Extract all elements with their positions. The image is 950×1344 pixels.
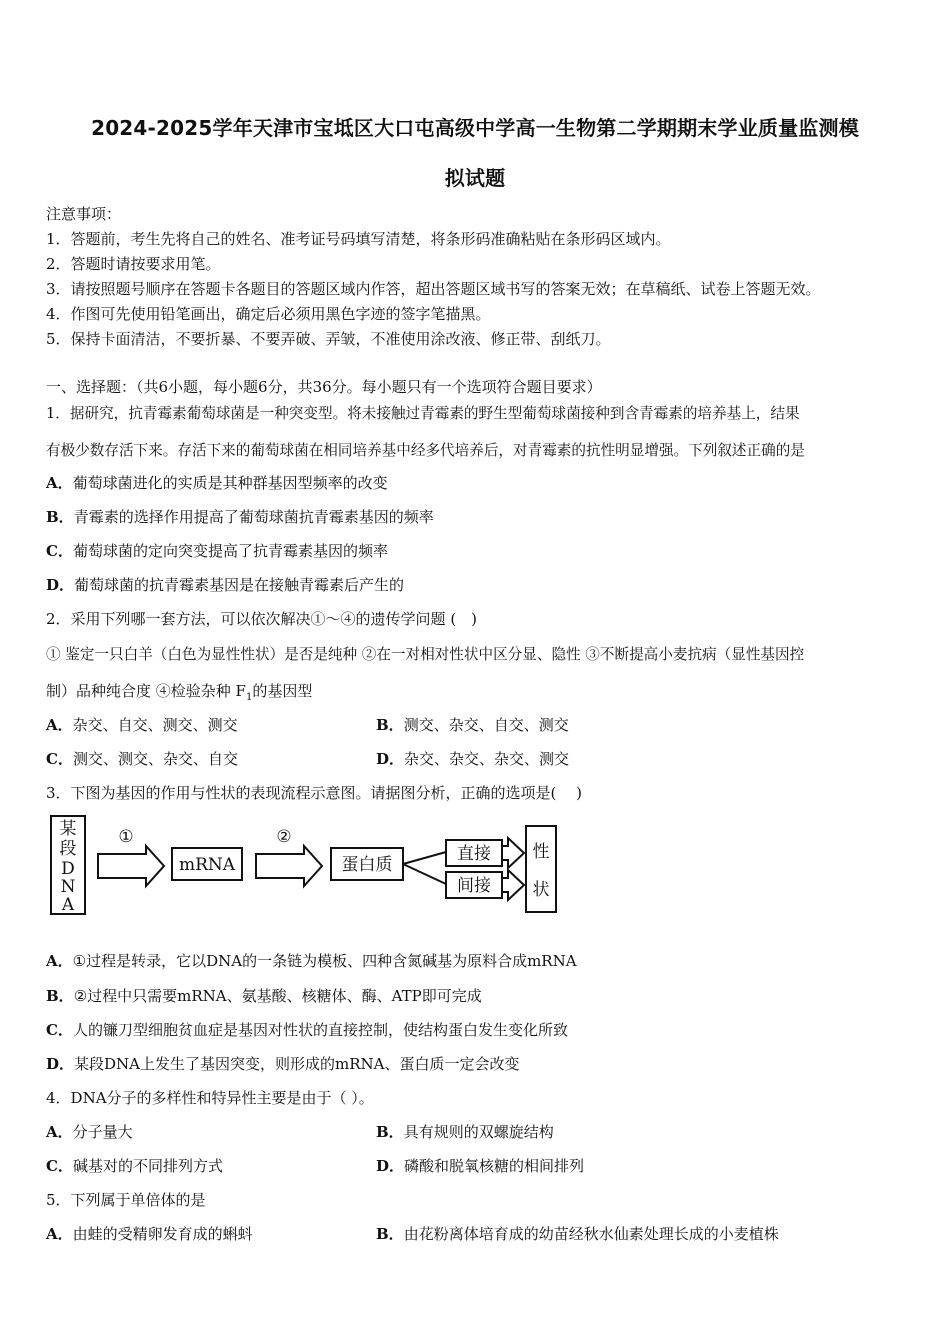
- q1-stem-line2: 有极少数存活下来。存活下来的葡萄球菌在相同培养基中经多代培养后，对青霉素的抗性明显增强。下列叙述正确的是: [46, 442, 805, 459]
- exam-title-line1: 2024-2025学年天津市宝坻区大口屯高级中学高一生物第二学期期末学业质量监测模: [91, 116, 859, 140]
- q1-option-b[interactable]: B．青霉素的选择作用提高了葡萄球菌抗青霉素基因的频率: [46, 508, 434, 526]
- q2-option-b[interactable]: B．测交、杂交、自交、测交: [376, 716, 569, 734]
- direct-arrow: [502, 838, 524, 868]
- indirect-arrow: [502, 870, 524, 900]
- indirect-label: 间接: [457, 876, 491, 896]
- mrna-label: mRNA: [178, 855, 236, 875]
- dna-char: D: [61, 859, 75, 879]
- dna-char: 段: [59, 839, 77, 859]
- trait-char: 性: [532, 842, 550, 862]
- q5-option-b[interactable]: B．由花粉离体培育成的幼苗经秋水仙素处理长成的小麦植株: [376, 1225, 779, 1243]
- q3-option-d[interactable]: D．某段DNA上发生了基因突变，则形成的mRNA、蛋白质一定会改变: [46, 1055, 520, 1073]
- step1-label: ①: [118, 827, 134, 847]
- arrow-step2: [256, 846, 322, 886]
- trait-char: 状: [532, 880, 550, 900]
- q3-option-b[interactable]: B．②过程中只需要mRNA、氨基酸、核糖体、酶、ATP即可完成: [46, 987, 482, 1005]
- arrow-step1: [98, 846, 164, 886]
- dna-char: A: [61, 895, 75, 915]
- notice-item: 5．保持卡面清洁，不要折暴、不要弄破、弄皱，不准使用涂改液、修正带、刮纸刀。: [46, 330, 611, 348]
- section-heading: 一、选择题：（共6小题，每小题6分，共36分。每小题只有一个选项符合题目要求）: [46, 378, 602, 396]
- q2-option-d[interactable]: D．杂交、杂交、杂交、测交: [376, 750, 570, 768]
- dna-char: N: [60, 877, 76, 897]
- q3-option-c[interactable]: C．人的镰刀型细胞贫血症是基因对性状的直接控制，使结构蛋白发生变化所致: [46, 1021, 568, 1039]
- q4-option-d[interactable]: D．磷酸和脱氧核糖的相间排列: [376, 1157, 585, 1175]
- q4-stem: 4．DNA分子的多样性和特异性主要是由于（ ）。: [46, 1089, 374, 1107]
- dna-char: 某: [59, 819, 77, 839]
- notice-heading: 注意事项：: [46, 205, 122, 223]
- q1-option-a[interactable]: A．葡萄球菌进化的实质是其种群基因型频率的改变: [46, 474, 388, 492]
- direct-label: 直接: [457, 844, 491, 864]
- q4-option-b[interactable]: B．具有规则的双螺旋结构: [376, 1123, 554, 1141]
- q1-stem-line1: 1．据研究，抗青霉素葡萄球菌是一种突变型。将未接触过青霉素的野生型葡萄球菌接种到含青霉素的培养基上，结果: [46, 405, 800, 422]
- notice-item: 1．答题前，考生先将自己的姓名、准考证号码填写清楚，将条形码准确粘贴在条形码区域内。: [46, 230, 671, 248]
- gene-expression-diagram: [46, 810, 566, 922]
- branch-line-indirect: [403, 864, 446, 884]
- q4-option-c[interactable]: C．碱基对的不同排列方式: [46, 1157, 223, 1175]
- q1-option-d[interactable]: D．葡萄球菌的抗青霉素基因是在接触青霉素后产生的: [46, 576, 405, 594]
- notice-item: 3．请按照题号顺序在答题卡各题目的答题区域内作答，超出答题区域书写的答案无效；在草稿纸、试卷上答题无效。: [46, 280, 821, 298]
- protein-label: 蛋白质: [341, 855, 393, 875]
- step2-label: ②: [276, 827, 292, 847]
- q1-option-c[interactable]: C．葡萄球菌的定向突变提高了抗青霉素基因的频率: [46, 542, 388, 560]
- q2-detail-line2: 制）品种纯合度 ④检验杂种 $F_1$的基因型: [46, 682, 313, 703]
- q2-option-a[interactable]: A．杂交、自交、测交、测交: [46, 716, 238, 734]
- q2-stem: 2．采用下列哪一套方法，可以依次解决①～④的遗传学问题 ( ): [46, 610, 478, 628]
- q2-option-c[interactable]: C．测交、测交、杂交、自交: [46, 750, 238, 768]
- branch-line-direct: [403, 852, 446, 864]
- q2-detail-line1: ① 鉴定一只白羊（白色为显性性状）是否是纯种 ②在一对相对性状中区分显、隐性 ③不断提高小麦抗病（显性基因控: [46, 646, 805, 663]
- q5-option-a[interactable]: A．由蛙的受精卵发育成的蝌蚪: [46, 1225, 253, 1243]
- exam-title-line2: 拟试题: [444, 166, 506, 190]
- q4-option-a[interactable]: A．分子量大: [46, 1123, 133, 1141]
- notice-item: 2．答题时请按要求用笔。: [46, 255, 221, 273]
- q3-stem: 3．下图为基因的作用与性状的表现流程示意图。请据图分析，正确的选项是( ): [46, 784, 583, 802]
- notice-item: 4．作图可先使用铅笔画出，确定后必须用黑色字迹的签字笔描黑。: [46, 305, 491, 323]
- q3-option-a[interactable]: A．①过程是转录，它以DNA的一条链为模板、四种含氮碱基为原料合成mRNA: [46, 952, 577, 970]
- q5-stem: 5．下列属于单倍体的是: [46, 1191, 206, 1209]
